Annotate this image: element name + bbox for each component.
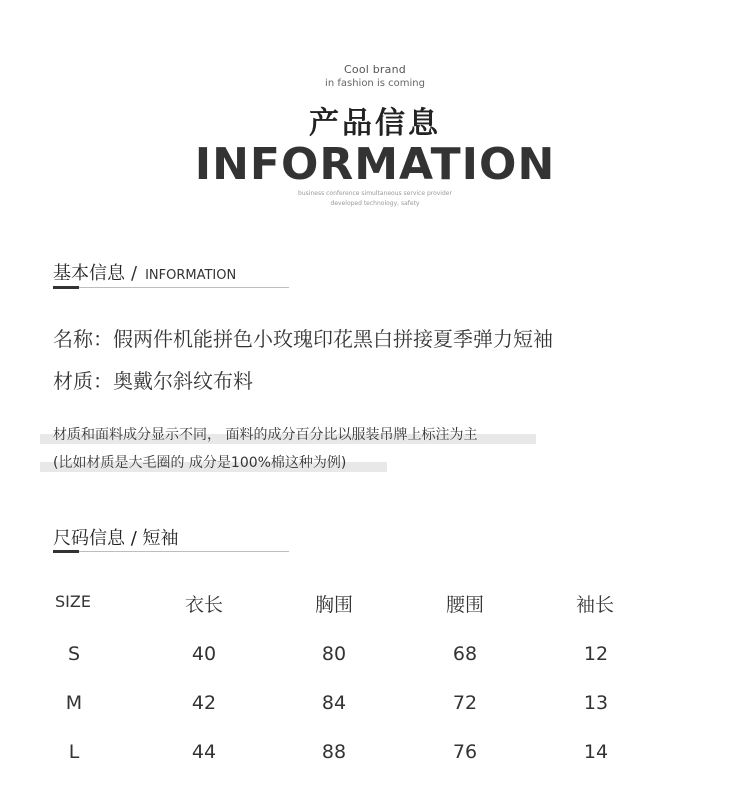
page-title-cn: 产品信息 [309, 106, 441, 141]
basic-info-divider [53, 287, 289, 288]
table-cell-waist: 68 [452, 643, 478, 665]
table-cell-sleeve: 14 [583, 741, 609, 763]
table-cell-waist: 72 [452, 692, 478, 714]
chest-column-header: 胸围 [314, 594, 353, 616]
brand-tagline-1: Cool brand [344, 63, 406, 76]
table-cell-chest: 88 [321, 741, 347, 763]
table-cell-size: M [65, 692, 83, 714]
page-title-en: INFORMATION [194, 139, 556, 190]
table-cell-size: S [67, 643, 81, 665]
size-column-header: SIZE [55, 592, 91, 611]
table-cell-length: 44 [191, 741, 217, 763]
product-material: 材质：奥戴尔斜纹布料 [53, 369, 253, 393]
basic-info-heading-en: INFORMATION [145, 268, 237, 283]
sleeve-column-header: 袖长 [575, 594, 614, 616]
table-cell-sleeve: 13 [583, 692, 609, 714]
header-subtext-2: developed technology, safety [330, 200, 420, 207]
table-cell-chest: 84 [321, 692, 347, 714]
size-info-divider-accent [53, 550, 79, 553]
basic-info-heading-cn: 基本信息 [53, 263, 125, 284]
size-info-divider [53, 551, 289, 552]
material-note-1: 材质和面料成分显示不同， 面料的成分百分比以服装吊牌上标注为主 [53, 427, 478, 443]
material-note-2: (比如材质是大毛圈的 成分是100%棉这种为例) [53, 455, 347, 471]
heading-slash: / [131, 263, 138, 284]
basic-info-divider-accent [53, 286, 79, 289]
size-info-heading: 尺码信息 / 短袖 [53, 528, 179, 549]
table-cell-length: 40 [191, 643, 217, 665]
basic-info-heading [53, 259, 236, 285]
table-cell-sleeve: 12 [583, 643, 609, 665]
product-name: 名称：假两件机能拼色小玫瑰印花黑白拼接夏季弹力短袖 [53, 327, 553, 351]
length-column-header: 衣长 [184, 594, 223, 616]
table-cell-size: L [68, 741, 80, 763]
brand-tagline-2: in fashion is coming [325, 78, 425, 89]
header-subtext-1: business conference simultaneous service provider [298, 190, 452, 197]
table-cell-length: 42 [191, 692, 217, 714]
table-cell-chest: 80 [321, 643, 347, 665]
table-cell-waist: 76 [452, 741, 478, 763]
waist-column-header: 腰围 [445, 594, 484, 616]
